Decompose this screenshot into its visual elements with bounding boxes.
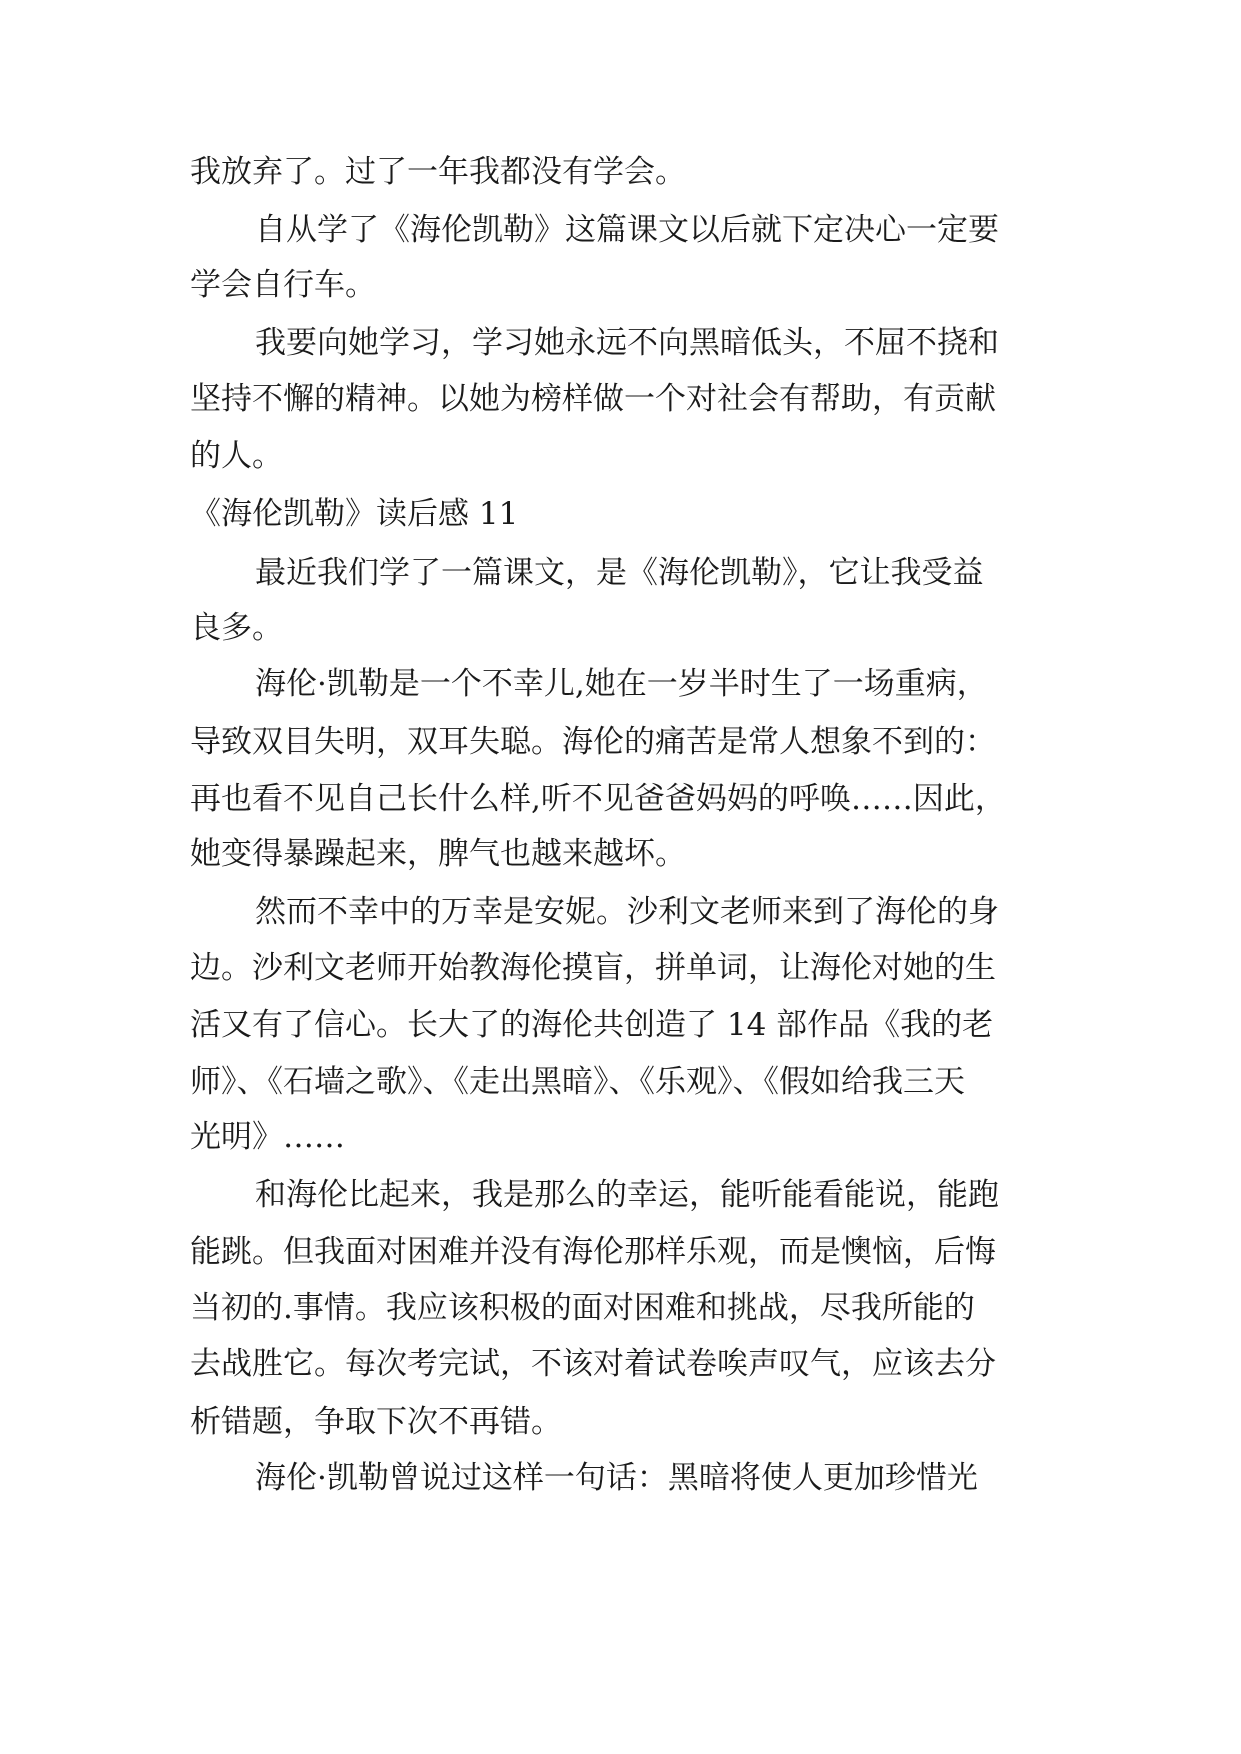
text-line: 我放弃了。过了一年我都没有学会。 bbox=[190, 154, 686, 190]
text-line: 去战胜它。每次考完试，不该对着试卷唉声叹气，应该去分 bbox=[190, 1346, 996, 1382]
text-line: 师》、《石墙之歌》、《走出黑暗》、《乐观》、《假如给我三天 bbox=[190, 1064, 965, 1100]
paragraph-start-line: 海伦·凯勒曾说过这样一句话：黑暗将使人更加珍惜光 bbox=[255, 1460, 978, 1496]
text-line: 她变得暴躁起来，脾气也越来越坏。 bbox=[190, 836, 686, 872]
paragraph-start-line: 然而不幸中的万幸是安妮。沙利文老师来到了海伦的身 bbox=[255, 894, 999, 930]
text-line: 光明》…… bbox=[190, 1119, 345, 1155]
section-title: 《海伦凯勒》读后感 11 bbox=[190, 496, 519, 532]
paragraph-start-line: 和海伦比起来，我是那么的幸运，能听能看能说，能跑 bbox=[255, 1177, 999, 1213]
text-line: 的人。 bbox=[190, 438, 283, 474]
text-line: 导致双目失明，双耳失聪。海伦的痛苦是常人想象不到的： bbox=[190, 724, 996, 760]
text-line: 活又有了信心。长大了的海伦共创造了 14 部作品《我的老 bbox=[190, 1007, 994, 1043]
text-line: 当初的.事情。我应该积极的面对困难和挑战，尽我所能的 bbox=[190, 1290, 975, 1326]
paragraph-start-line: 我要向她学习，学习她永远不向黑暗低头，不屈不挠和 bbox=[255, 325, 999, 361]
text-line: 再也看不见自己长什么样,听不见爸爸妈妈的呼唤……因此， bbox=[190, 781, 1006, 817]
text-line: 边。沙利文老师开始教海伦摸盲，拼单词，让海伦对她的生 bbox=[190, 950, 996, 986]
text-line: 学会自行车。 bbox=[190, 267, 376, 303]
text-line: 良多。 bbox=[190, 610, 283, 646]
paragraph-start-line: 海伦·凯勒是一个不幸儿,她在一岁半时生了一场重病， bbox=[255, 666, 988, 702]
paragraph-start-line: 最近我们学了一篇课文，是《海伦凯勒》，它让我受益 bbox=[255, 555, 984, 591]
text-line: 析错题，争取下次不再错。 bbox=[190, 1404, 562, 1440]
text-line: 坚持不懈的精神。以她为榜样做一个对社会有帮助，有贡献 bbox=[190, 381, 996, 417]
text-line: 能跳。但我面对困难并没有海伦那样乐观，而是懊恼，后悔 bbox=[190, 1234, 996, 1270]
paragraph-start-line: 自从学了《海伦凯勒》这篇课文以后就下定决心一定要 bbox=[255, 212, 999, 248]
